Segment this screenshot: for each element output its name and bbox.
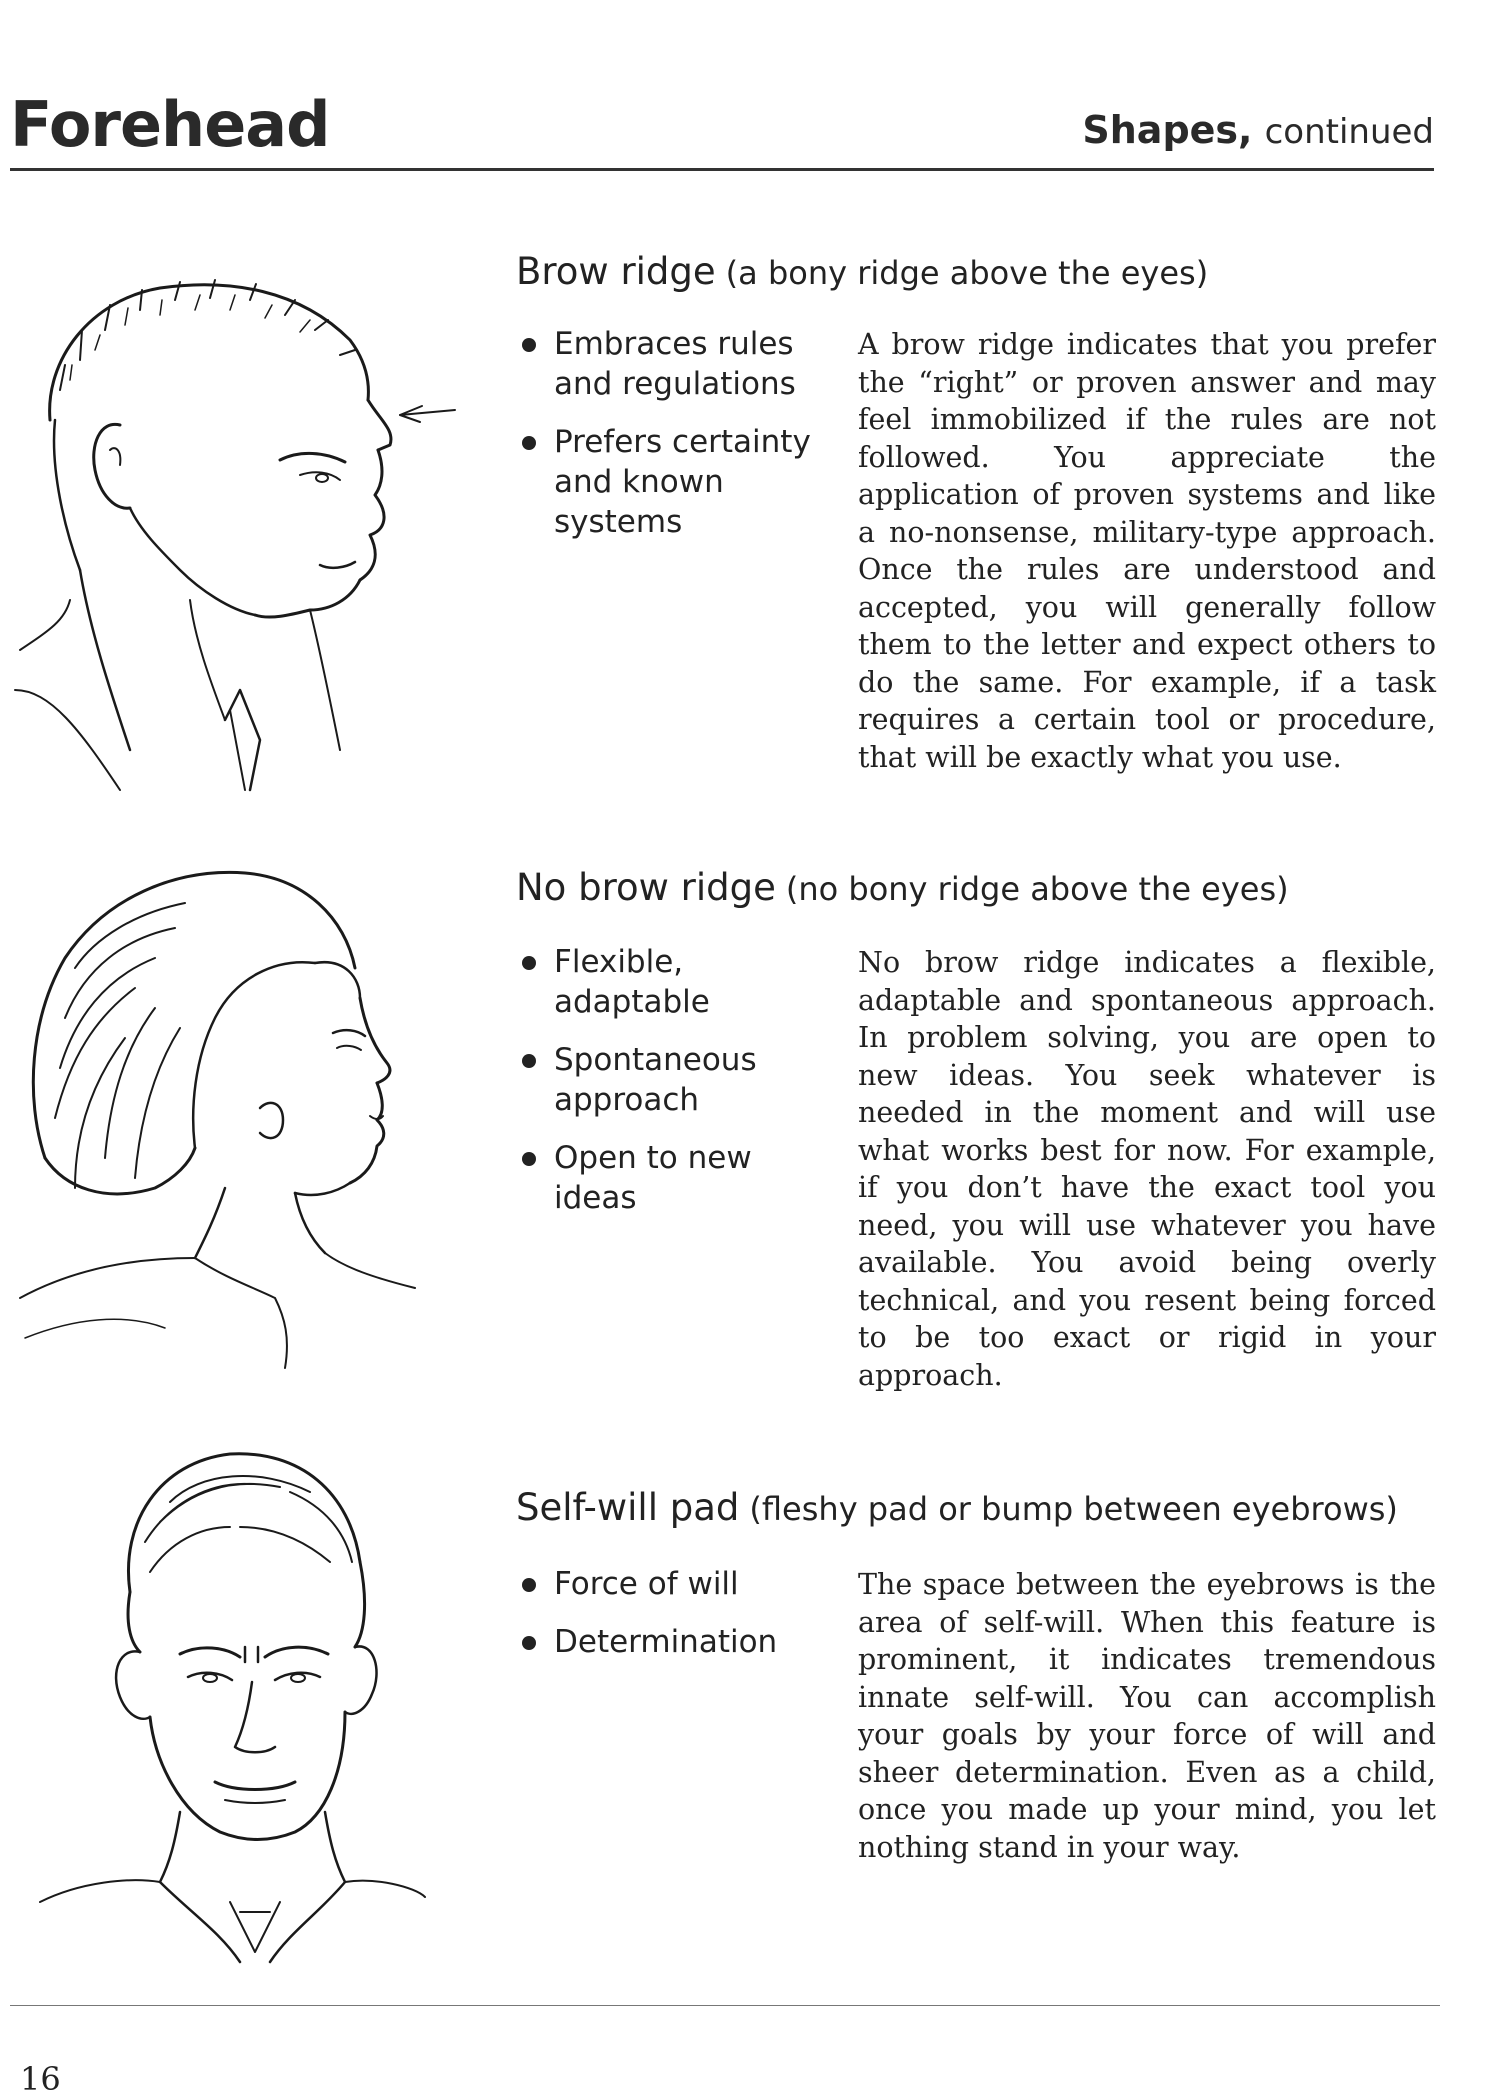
entry-definition: (a bony ridge above the eyes): [725, 254, 1209, 292]
entry-term: Brow ridge: [516, 250, 716, 293]
entry-definition: (fleshy pad or bump between eyebrows): [749, 1490, 1398, 1528]
bullet-icon: [522, 338, 536, 352]
no-brow-ridge-woman-illustration: [15, 858, 445, 1378]
header-divider: [10, 168, 1434, 171]
list-item: Spontaneous approach: [520, 1040, 820, 1120]
entry-term: No brow ridge: [516, 866, 776, 909]
bullet-icon: [522, 1636, 536, 1650]
entry-definition: (no bony ridge above the eyes): [785, 870, 1289, 908]
entry-heading: [516, 1486, 1398, 1529]
trait-list: [520, 324, 820, 560]
bullet-icon: [522, 956, 536, 970]
entry-heading: [516, 866, 1289, 909]
footer-divider: [10, 2005, 1440, 2006]
list-item: Open to new ideas: [520, 1138, 820, 1218]
list-item: Embraces rules and regulations: [520, 324, 820, 404]
trait-list: [520, 1564, 820, 1680]
page-number: 16: [20, 2060, 61, 2098]
self-will-pad-man-illustration: [30, 1432, 430, 1972]
page-title: Forehead: [10, 88, 330, 161]
section-suffix: continued: [1264, 112, 1434, 152]
list-item: Prefers certainty and known systems: [520, 422, 820, 542]
bullet-icon: [522, 436, 536, 450]
entry-heading: [516, 250, 1208, 293]
trait-list: [520, 942, 820, 1236]
list-item: Force of will: [520, 1564, 820, 1604]
brow-ridge-man-illustration: [10, 270, 470, 800]
section-title: Shapes,: [1082, 108, 1253, 152]
section-header: [1082, 108, 1434, 152]
entry-description: The space between the eyebrows is the area of self-will. When this feature is prominent, it indicates tremendous innate self-will. You can accomplish your goals by your force of will and sheer determination. Even as a child, once you made up your mind, you let nothing stand in your way.: [858, 1568, 1436, 1864]
list-item: Flexible, adaptable: [520, 942, 820, 1022]
entry-description: A brow ridge indicates that you prefer the “right” or proven answer and may feel immobilized if the rules are not followed. You appreciate the application of proven systems and like a no-nonsense, military-type approach. Once the rules are understood and accepted, you will generally follow them to the letter and expect others to do the same. For example, if a task requires a certain tool or procedure, that will be exactly what you use.: [858, 328, 1436, 774]
list-item: Determination: [520, 1622, 820, 1662]
bullet-icon: [522, 1578, 536, 1592]
bullet-icon: [522, 1152, 536, 1166]
entry-description: No brow ridge indicates a flexible, adaptable and spontaneous approach. In problem solving, you are open to new ideas. You seek whatever is needed in the moment and will use what works best for now. For example, if you don’t have the exact tool you need, you will use whatever you have available. You avoid being overly technical, and you resent being forced to be too exact or rigid in your approach.: [858, 946, 1436, 1392]
entry-term: Self-will pad: [516, 1486, 740, 1529]
bullet-icon: [522, 1054, 536, 1068]
